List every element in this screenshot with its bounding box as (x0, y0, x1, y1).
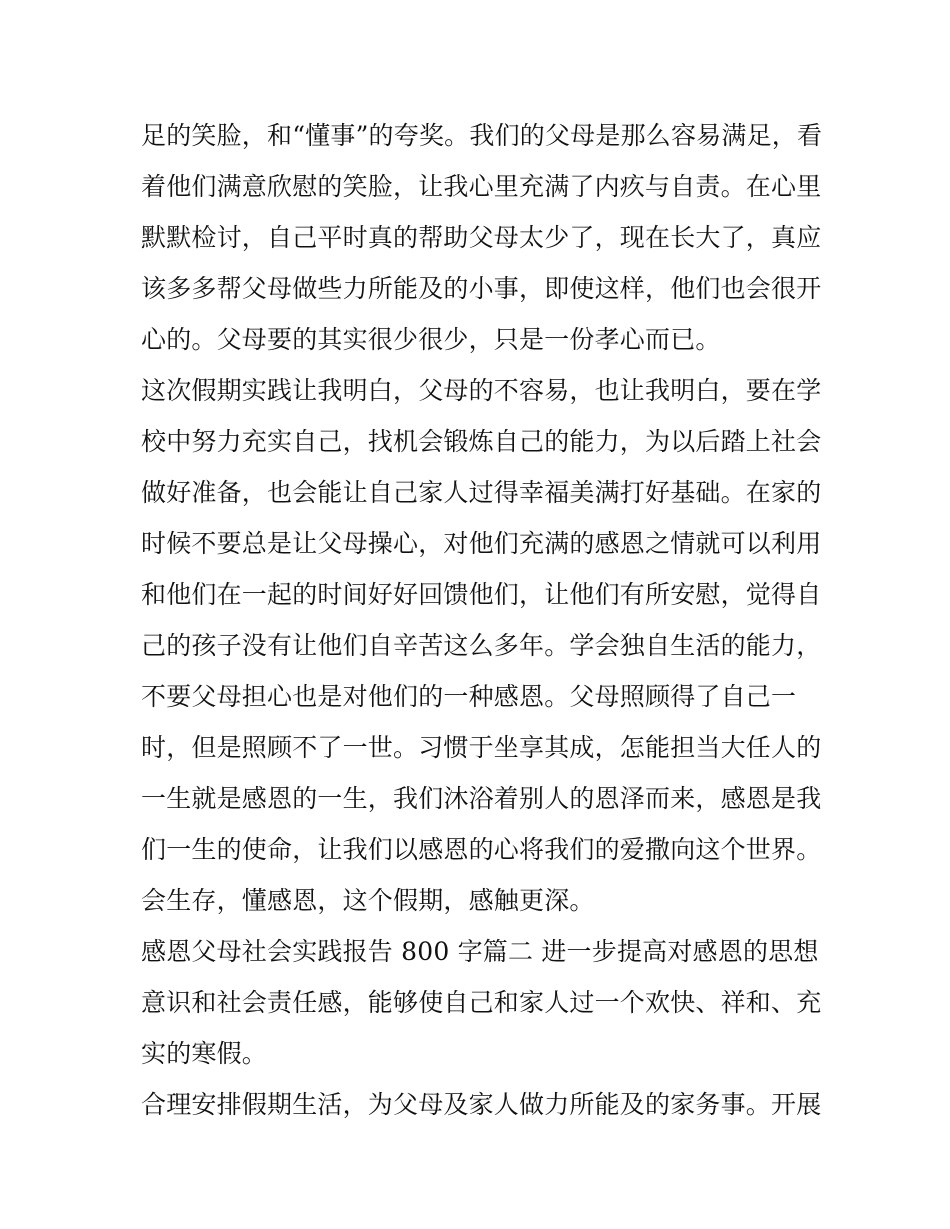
paragraph (141, 365, 821, 926)
text-line: 会生存，懂感恩，这个假期，感触更深。 (141, 886, 595, 915)
text-line: 己的孩子没有让他们自辛苦这么多年。学会独自生活的能力， (141, 631, 822, 660)
paragraph (141, 926, 821, 1079)
text-line: 感恩父母社会实践报告 800 字篇二 进一步提高对感恩的思想 (141, 937, 819, 966)
text-line: 时，但是照顾不了一世。习惯于坐享其成，怎能担当大任人的 (141, 733, 822, 762)
text-line: 们一生的使命，让我们以感恩的心将我们的爱撒向这个世界。 (141, 835, 822, 864)
text-line: 不要父母担心也是对他们的一种感恩。父母照顾得了自己一 (141, 682, 797, 711)
paragraph (141, 110, 821, 365)
text-line: 时候不要总是让父母操心，对他们充满的感恩之情就可以利用 (141, 529, 822, 558)
text-line: 校中努力充实自己，找机会锻炼自己的能力，为以后踏上社会 (141, 427, 822, 456)
text-line: 该多多帮父母做些力所能及的小事，即使这样，他们也会很开 (141, 274, 822, 303)
paragraph (141, 1079, 821, 1130)
text-line: 这次假期实践让我明白，父母的不容易，也让我明白，要在学 (141, 376, 822, 405)
text-line: 和他们在一起的时间好好回馈他们，让他们有所安慰，觉得自 (141, 580, 822, 609)
document-body (141, 110, 821, 1130)
text-line: 做好准备，也会能让自己家人过得幸福美满打好基础。在家的 (141, 478, 822, 507)
text-line: 意识和社会责任感，能够使自己和家人过一个欢快、祥和、充 (141, 988, 822, 1017)
text-line: 足的笑脸，和“懂事”的夸奖。我们的父母是那么容易满足，看 (141, 121, 823, 150)
text-line: 着他们满意欣慰的笑脸，让我心里充满了内疚与自责。在心里 (141, 172, 822, 201)
text-line: 实的寒假。 (141, 1039, 268, 1068)
text-line: 合理安排假期生活，为父母及家人做力所能及的家务事。开展 (141, 1090, 822, 1119)
text-line: 心的。父母要的其实很少很少，只是一份孝心而已。 (141, 325, 721, 354)
text-line: 默默检讨，自己平时真的帮助父母太少了，现在长大了，真应 (141, 223, 822, 252)
text-line: 一生就是感恩的一生，我们沐浴着别人的恩泽而来，感恩是我 (141, 784, 822, 813)
